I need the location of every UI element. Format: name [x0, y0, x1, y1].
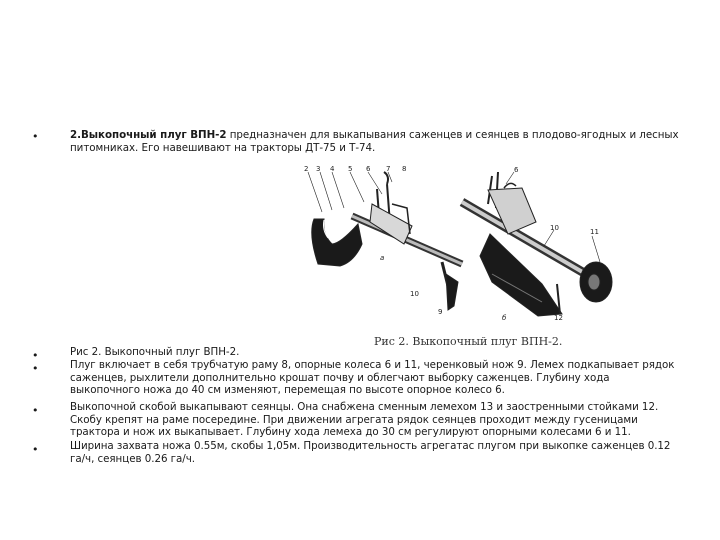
bullet-item: Рис 2. Выкопочный плуг ВПН-2.	[70, 346, 240, 358]
intro-text: предназначен для выкапывания саженцев и сеянцев в плодово-ягодных и лесных питомниках. Его навешивают на тракторы ДТ-75 и Т-74.	[70, 129, 679, 154]
figure-caption: Рис 2. Выкопочный плуг ВПН-2.	[374, 335, 563, 348]
callout-11: 11	[590, 228, 599, 236]
callout-7: 7	[386, 165, 391, 173]
bullet-marker: •	[32, 362, 39, 375]
callout-12: 12	[554, 314, 563, 322]
callout-5: 5	[348, 165, 353, 173]
callout-2: 2	[304, 165, 309, 173]
callout-a: a	[380, 254, 385, 262]
callout-4: 4	[330, 165, 335, 173]
plow-title: 2.Выкопочный плуг ВПН-2	[70, 129, 227, 141]
callout-3: 3	[316, 165, 321, 173]
callout-8: 8	[402, 165, 407, 173]
callout-9: 9	[438, 308, 443, 316]
bullet-marker: •	[32, 130, 39, 143]
bullet-item: Ширина захвата ножа 0.55м, скобы 1,05м. Производительность агрегатас плугом при выкопке саженцев 0.12 га/ч, сеянцев 0.26 га/ч.	[70, 440, 671, 465]
callout-6-right: 6	[514, 166, 519, 174]
bullet-marker: •	[32, 443, 39, 456]
bullet-marker: •	[32, 404, 39, 417]
intro-paragraph	[70, 129, 682, 154]
callout-10-left: 10	[410, 290, 419, 298]
plow-illustration	[292, 164, 624, 324]
callout-6: 6	[366, 165, 371, 173]
bullet-item: Выкопочной скобой выкапывают сеянцы. Она снабжена сменным лемехом 13 и заостренными стойками 12. Скобу крепят на раме посередине. При движении агрегата рядок сеянцев проходит между гусеницами трактора и нож их выкапывает. Глубину хода лемеха до 30 см регулируют опорными колесами 6 и 11.	[70, 401, 659, 439]
callout-10-right: 10	[550, 224, 559, 232]
callout-b: б	[502, 314, 507, 322]
bullet-item: Плуг включает в себя трубчатую раму 8, опорные колеса 6 и 11, черенковый нож 9. Лемех подкапывает рядок саженцев, рыхлители дополнительно крошат почву и облегчают выборку саженцев. Глубину хода выкопочного ножа до 40 см изменяют, перемещая по высоте опорное колесо 6.	[70, 359, 675, 397]
bullet-marker: •	[32, 349, 39, 362]
